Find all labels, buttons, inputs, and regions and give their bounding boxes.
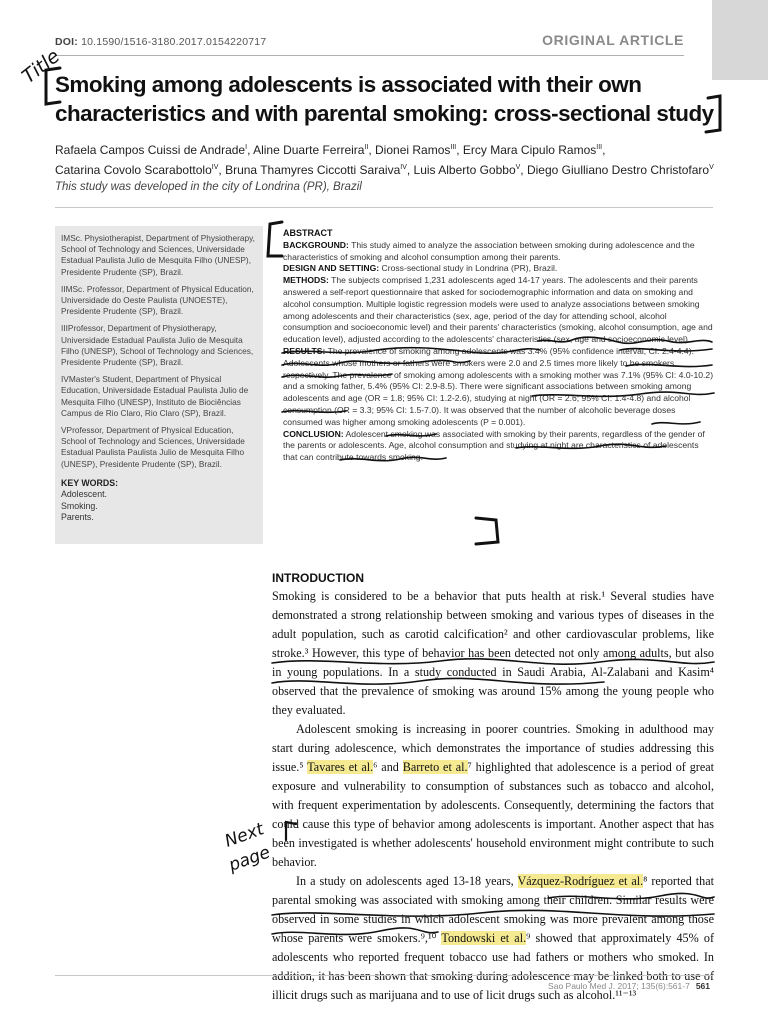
title-note-text: Title <box>18 45 65 88</box>
header-divider <box>55 55 684 56</box>
doi-prefix: DOI: <box>55 36 78 48</box>
highlighted-citation: Barreto et al. <box>402 760 468 774</box>
introduction-body <box>272 587 714 1005</box>
author-separator: , <box>406 163 414 177</box>
author-name[interactable]: Catarina Covolo Scarabottolo <box>55 163 212 177</box>
page-number: 561 <box>695 981 710 991</box>
abstract-design: DESIGN AND SETTING: Cross-sectional study in Londrina (PR), Brazil. <box>283 263 558 274</box>
author-name[interactable]: Luis Alberto Gobbo <box>413 163 516 177</box>
abstract-methods: METHODS: The subjects comprised 1,231 adolescents aged 14-17 years. The adolescents and their parents answered a self-report questionnaire that asked for sociodemographic information and data on smoking and alcohol consumption. Multiple logistic regression models were used to analyze associations between smoking among adolescents and their characteristics (sex, age, period of the day for attending school, alcohol consumption and socioeconomic level) and their parents' characteristics (smoking, alcohol consumption, age and education level), adjusted according to the adolescents' characteristics (sex, age and socioeconomic level). <box>283 275 713 345</box>
keyword-item[interactable]: Parents. <box>61 512 94 523</box>
author-separator: , <box>247 143 254 157</box>
keyword-item[interactable]: Adolescent. <box>61 488 107 499</box>
highlighted-citation: Tavares et al. <box>307 760 374 774</box>
doi-value[interactable]: 10.1590/1516-3180.2017.0154220717 <box>81 36 267 48</box>
affiliations-sidebar <box>55 226 263 544</box>
author-affiliation-marker: V <box>709 164 714 171</box>
author-name[interactable]: Ercy Mara Cipulo Ramos <box>462 143 597 157</box>
affiliation-3: IIIProfessor, Department of Physiotherapy, Universidade Estadual Paulista Julio de Mesquita Filho (UNESP), School of Technology and Sciences, Presidente Prudente (SP), Brazil. <box>61 323 254 368</box>
abstract-close-bracket <box>476 518 498 544</box>
author-affiliation-marker: II <box>364 144 369 151</box>
author-name[interactable]: Diego Giulliano Destro Christofaro <box>526 163 710 177</box>
intro-paragraph-1: Smoking is considered to be a behavior that puts health at risk.¹ Several studies have demonstrated a strong relationship between smoking and various types of diseases in the adult population, such as carotid calcification² and other cardiovascular problems, like stroke.³ However, this type of behavior has been detected not only among adults, but also in young populations. In a study conducted in Saudi Arabia, Al-Zalabani and Kasim⁴ observed that the prevalence of smoking was around 15% among the young people who they evaluated. <box>272 589 714 717</box>
author-list <box>55 139 715 179</box>
abstract <box>283 228 715 464</box>
author-separator: , <box>368 143 376 157</box>
study-location-note: This study was developed in the city of Londrina (PR), Brazil <box>55 181 362 193</box>
abstract-title: ABSTRACT <box>283 228 333 238</box>
footer-citation: Sao Paulo Med J. 2017; 135(6):561-7 <box>548 981 690 991</box>
next-page-text-line1: Next <box>222 819 267 852</box>
page-footer <box>548 981 710 991</box>
footer-divider <box>55 975 713 976</box>
article-title: Smoking among adolescents is associated with their own characteristics and with parental smoking: cross-sectional study <box>55 72 714 126</box>
abstract-conclusion: CONCLUSION: Adolescent smoking was associated with smoking by their parents, regardless of the gender of the parents or adolescents. Age, alcohol consumption and studying at night are characteristics of adolescents that can contribute towards smoking. <box>283 428 705 463</box>
author-name[interactable]: Dionei Ramos <box>375 143 451 157</box>
abstract-background: BACKGROUND: This study aimed to analyze the association between smoking during adolescence and the characteristics of smoking and alcohol consumption among their parents. <box>283 239 695 262</box>
keywords-title: KEY WORDS: <box>61 477 119 488</box>
doi-line <box>55 36 266 48</box>
next-page-text-line2: page <box>226 842 273 876</box>
author-separator: , <box>602 143 606 157</box>
highlighted-citation: Tondowski et al. <box>441 931 527 945</box>
section-divider <box>55 207 713 208</box>
author-separator: , <box>218 163 226 177</box>
author-name[interactable]: Rafaela Campos Cuissi de Andrade <box>55 143 246 157</box>
affiliation-2: IIMSc. Professor, Department of Physical Education, Universidade do Oeste Paulista (UNOESTE), Presidente Prudente (SP), Brazil. <box>61 283 254 317</box>
author-affiliation-marker: IV <box>211 164 219 171</box>
author-separator: , <box>456 143 463 157</box>
keyword-item[interactable]: Smoking. <box>61 500 98 511</box>
author-separator: , <box>520 163 527 177</box>
article-type-label: ORIGINAL ARTICLE <box>542 32 684 48</box>
author-affiliation-marker: III <box>450 144 457 151</box>
page-edge-tab <box>712 0 768 80</box>
affiliation-1: IMSc. Physiotherapist, Department of Physiotherapy, School of Technology and Sciences, Universidade Estadual Paulista Julio de Mesquita Filho (UNESP), Presidente Prudente (SP), Brazil. <box>61 233 255 277</box>
affiliation-4: IVMaster's Student, Department of Physical Education, Universidade Estadual Paulista Julio de Mesquita Filho (UNESP), Instituto de Biociências Campus de Rio Claro, Rio Claro (SP), Brazil. <box>61 374 249 418</box>
abstract-results: RESULTS: The prevalence of smoking among adolescents was 3.4% (95% confidence interval, CI: 2.4-4.4). Adolescents whose mothers or fathers were smokers were 2.0 and 2.5 times more likely to be smokers, respectively. The prevalence of smoking among adolescents with a smoking mother was 7.1% (95% CI: 4.0-10.2) and a smoking father, 5.4% (95% CI: 2.9-8.5). There were significant associations between smoking among adolescents and age (OR = 1.8; 95% CI: 1.2-2.6), studying at night (OR = 2.6; 95% CI: 1.4-4.8) and alcohol consumption (OR = 3.3; 95% CI: 1.5-7.0). It was observed that the number of alcoholic beverage doses consumed was higher among smoking adolescents (P = 0.001). <box>283 345 714 427</box>
abstract-open-bracket <box>268 222 282 256</box>
highlighted-citation: Vázquez-Rodríguez et al. <box>517 874 644 888</box>
author-affiliation-marker: V <box>515 164 521 171</box>
affiliation-5: VProfessor, Department of Physical Education, School of Technology and Sciences, Universidade Estadual Paulista Paulista Julio de Mesquita Filho (UNESP), Presidente Prudente (SP), Brazil. <box>61 425 245 469</box>
author-affiliation-marker: I <box>245 144 248 151</box>
author-name[interactable]: Aline Duarte Ferreira <box>253 143 365 157</box>
author-affiliation-marker: IV <box>400 164 407 171</box>
introduction-heading: INTRODUCTION <box>272 571 364 585</box>
author-affiliation-marker: III <box>596 144 603 151</box>
intro-paragraph-2: Adolescent smoking is increasing in poorer countries. Smoking in adulthood may start during adolescence, which demonstrates the importance of studies addressing this issue.⁵ Tavares et al.⁶ and Barreto et al.⁷ highlighted that adolescence is a period of great exposure and vulnerability to consumption of substances such as tobacco and alcohol, with frequent experimentation by adolescents. Consequently, determining the factors that could cause this type of behavior among adolescents is important. Another aspect that has been investigated is whether adolescents' household environment might contribute to such behavior. <box>272 722 714 869</box>
intro-paragraph-3: In a study on adolescents aged 13-18 years, Vázquez-Rodríguez et al.⁸ reported that parental smoking was associated with smoking among their children. Similar results were observed in some studies in which adolescent smoking was more prevalent among those whose parents were smokers.⁹,¹⁰ Tondowski et al.⁹ showed that approximately 45% of adolescents who reported frequent tobacco use had fathers or mothers who smoked. In addition, it has been shown that smoking during adolescence may be linked both to use of illicit drugs such as marijuana and to use of licit drugs such as alcohol.¹¹⁻¹³ <box>272 874 714 1002</box>
next-page-annotation <box>222 819 273 876</box>
author-name[interactable]: Bruna Thamyres Ciccotti Saraiva <box>225 163 401 177</box>
